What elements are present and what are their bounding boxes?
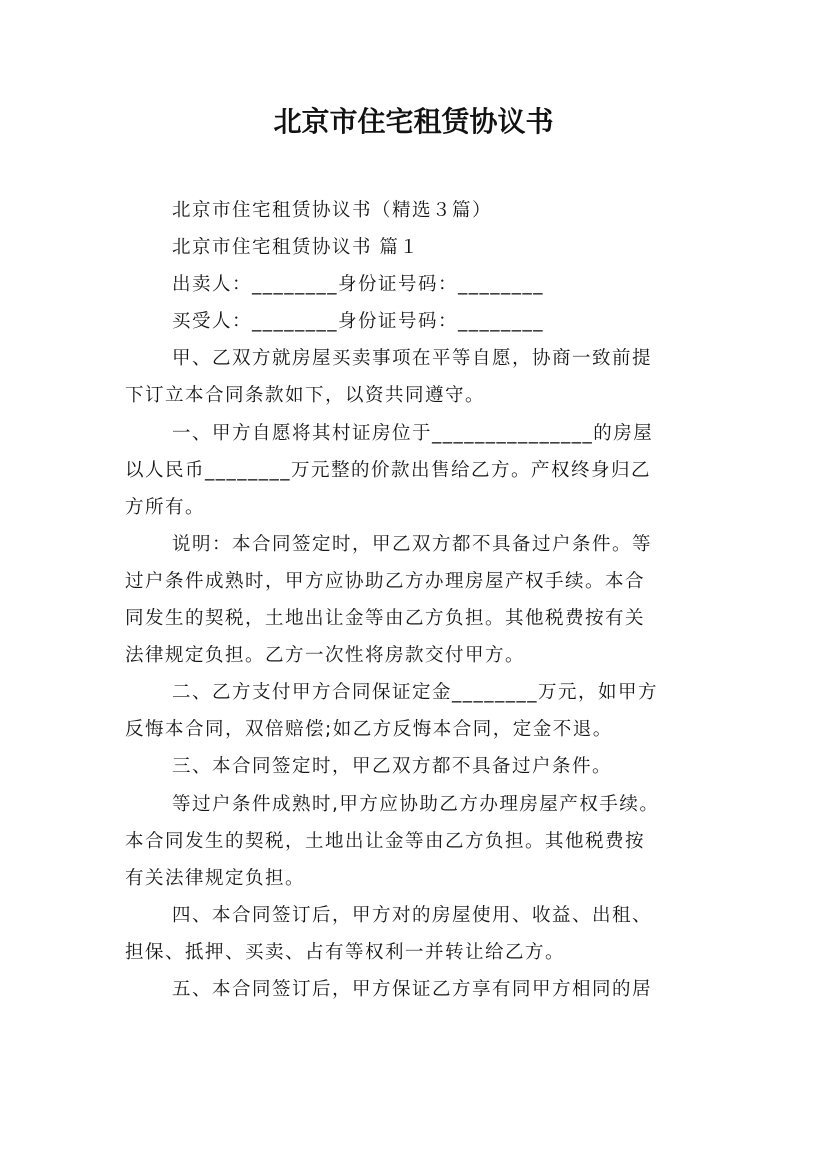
- text-line: 以人民币________万元整的价款出售给乙方。产权终身归乙: [125, 459, 652, 481]
- document-body: [125, 192, 715, 1008]
- text-line: 法律规定负担。乙方一次性将房款交付甲方。: [125, 645, 526, 667]
- text-line: 二、乙方支付甲方合同保证定金________万元，如甲方: [172, 682, 659, 704]
- text-line: 一、甲方自愿将其村证房位于_______________的房屋: [172, 422, 654, 444]
- text-line: 北京市住宅租赁协议书 篇１: [172, 237, 420, 259]
- text-line: 甲、乙双方就房屋买卖事项在平等自愿，协商一致前提: [172, 348, 653, 370]
- text-line: 出卖人：________身份证号码：________: [172, 274, 545, 296]
- text-line: 反悔本合同，双倍赔偿;如乙方反悔本合同，定金不退。: [125, 719, 613, 741]
- text-line: 三、本合同签定时，甲乙双方都不具备过户条件。: [172, 756, 613, 778]
- text-line: 本合同发生的契税，土地出让金等由乙方负担。其他税费按: [125, 830, 646, 852]
- text-line: 四、本合同签订后，甲方对的房屋使用、收益、出租、: [172, 904, 653, 926]
- text-line: 过户条件成熟时，甲方应协助乙方办理房屋产权手续。本合: [125, 570, 646, 592]
- text-line: 说明：本合同签定时，甲乙双方都不具备过户条件。等: [172, 533, 653, 555]
- text-line: 等过户条件成熟时,甲方应协助乙方办理房屋产权手续。: [172, 793, 660, 815]
- text-line: 有关法律规定负担。: [125, 867, 306, 889]
- text-line: 下订立本合同条款如下，以资共同遵守。: [125, 385, 486, 407]
- document-title: 北京市住宅租赁协议书: [273, 105, 554, 138]
- text-line: 同发生的契税，土地出让金等由乙方负担。其他税费按有关: [125, 608, 646, 630]
- text-line: 买受人：________身份证号码：________: [172, 311, 545, 333]
- text-line: 方所有。: [125, 496, 206, 518]
- text-line: 担保、抵押、买卖、占有等权利一并转让给乙方。: [125, 941, 566, 963]
- text-line: 北京市住宅租赁协议书（精选３篇）: [172, 200, 493, 221]
- text-line: 五、本合同签订后，甲方保证乙方享有同甲方相同的居: [172, 978, 653, 1000]
